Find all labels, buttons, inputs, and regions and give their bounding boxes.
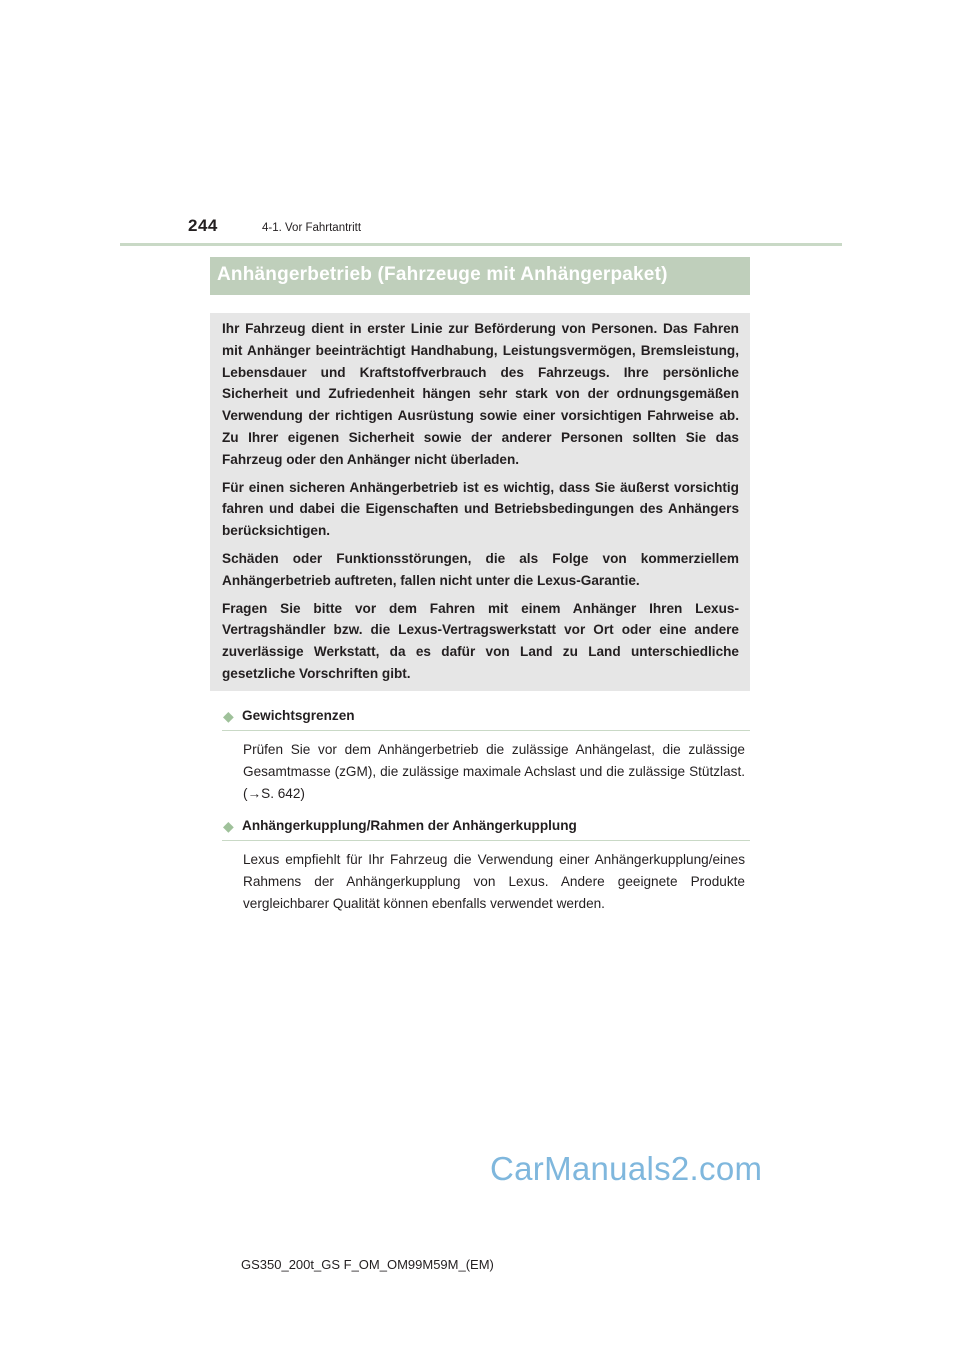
intro-paragraph: Für einen sicheren Anhängerbetrieb ist es wichtig, dass Sie äußerst vorsichtig fahren und dabei die Eigenschaften und Betriebsbedingungen des Anhängers berücksichtigen. bbox=[222, 479, 739, 539]
subsection-body-hitch: Lexus empfiehlt für Ihr Fahrzeug die Verwendung einer Anhängerkupplung/eines Rahmens der Anhängerkupplung von Lexus. Andere geeignete Produkte vergleichbarer Qualität können ebenfalls verwendet werden. bbox=[243, 852, 745, 911]
subsection-heading-hitch bbox=[222, 816, 750, 841]
subsection-body-weight-limits: Prüfen Sie vor dem Anhängerbetrieb die zulässige Anhängelast, die zulässige Gesamtmasse (zGM), die zulässige maximale Achslast und die zulässige Stützlast. (→S. 642) bbox=[243, 742, 745, 801]
diamond-icon: ◆ bbox=[223, 818, 234, 834]
chapter-title: 4-1. Vor Fahrtantritt bbox=[262, 222, 362, 234]
diamond-icon: ◆ bbox=[223, 708, 234, 724]
subsection-heading-label: Gewichtsgrenzen bbox=[242, 708, 355, 723]
watermark-logo: CarManuals2.com bbox=[490, 1150, 763, 1187]
footer-document-code: GS350_200t_GS F_OM_OM99M59M_(EM) bbox=[241, 1257, 494, 1272]
intro-paragraph: Ihr Fahrzeug dient in erster Linie zur Beförderung von Personen. Das Fahren mit Anhänger beeinträchtigt Handhabung, Leistungsvermögen, Bremsleistung, Lebensdauer und Kraftstoffverbrauch des Fahrzeugs. Ihre persönliche Sicherheit und Zufriedenheit hängen sehr stark von der ordnungsgemäßen Verwendung der richtigen Ausrüstung sowie einer vorsichtigen Fahrweise ab. Zu Ihrer eigenen Sicherheit sowie der anderer Personen sollten Sie das Fahrzeug oder den Anhänger nicht überladen. bbox=[222, 321, 739, 467]
subsection-heading-weight-limits bbox=[222, 706, 750, 731]
section-title-bar bbox=[210, 257, 750, 295]
intro-paragraph: Schäden oder Funktionsstörungen, die als Folge von kommerziellem Anhängerbetrieb auftreten, fallen nicht unter die Lexus-Garantie. bbox=[222, 550, 739, 588]
intro-paragraph: Fragen Sie bitte vor dem Fahren mit einem Anhänger Ihren Lexus-Vertragshändler bzw. die Lexus-Vertragswerkstatt vor Ort oder eine andere zuverlässige Werkstatt, da es dafür von Land zu Land unterschiedliche gesetzliche Vorschriften gibt. bbox=[222, 600, 739, 681]
subsection-heading-label: Anhängerkupplung/Rahmen der Anhängerkupplung bbox=[242, 818, 577, 833]
header-rule bbox=[120, 243, 842, 246]
page-number: 244 bbox=[188, 216, 218, 235]
intro-box bbox=[210, 313, 750, 691]
section-title: Anhängerbetrieb (Fahrzeuge mit Anhängerpaket) bbox=[217, 264, 668, 285]
